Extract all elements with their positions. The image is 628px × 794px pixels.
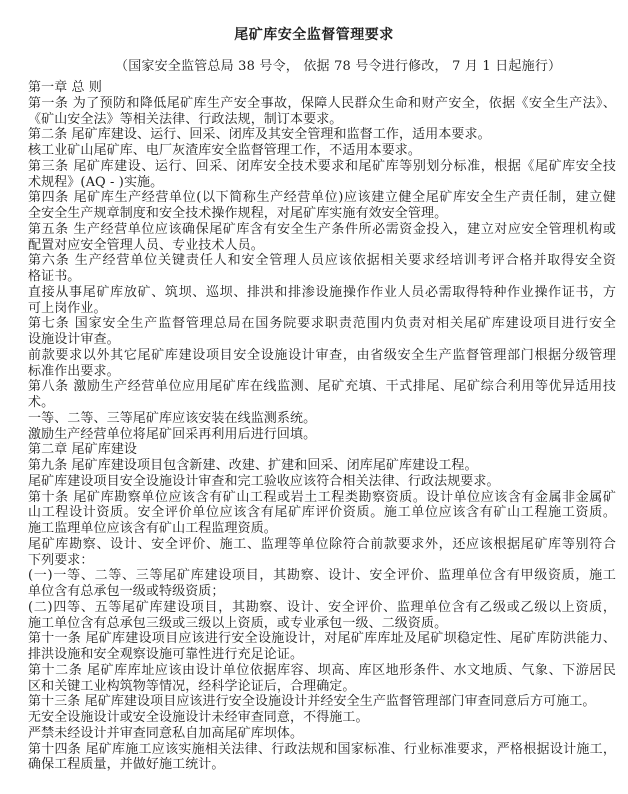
- text-line: 第十三条 尾矿库建设项目应该进行安全设施设计并经安全生产监督管理部门审查同意后方可施工。: [28, 694, 596, 710]
- text-line: 格证书。: [28, 269, 81, 284]
- text-line: 第五条 生产经营单位应该确保尾矿库含有安全生产条件所必需资金投入，建立对应安全管理机构或: [28, 221, 616, 237]
- text-line: 第四条 尾矿库生产经营单位(以下简称生产经营单位)应该建立健全尾矿库安全生产责任制，建立健: [28, 190, 616, 206]
- text-line: 配置对应安全管理人员、专业技术人员。: [28, 237, 264, 253]
- text-line: 直接从事尾矿库放矿、筑坝、巡坝、排洪和排渗设施操作作业人员必需取得特种作业操作证书，方: [28, 284, 616, 300]
- text-line: 第二章 尾矿库建设: [28, 442, 138, 458]
- text-line: 第六条 生产经营单位关键责任人和安全管理人员应该依据相关要求经培训考评合格并取得安全资: [28, 253, 616, 269]
- text-line: 尾矿库勘察、设计、安全评价、施工、监理等单位除符合前款要求外，还应该根据尾矿库等别符合: [28, 536, 616, 552]
- text-line: 第一条 为了预防和降低尾矿库生产安全事故，保障人民群众生命和财产安全，依据《安全生产法》、: [28, 95, 616, 111]
- text-line: 第十二条 尾矿库库址应该由设计单位依据库容、坝高、库区地形条件、水文地质、气象、下游居民: [28, 662, 616, 678]
- text-line: 第八条 激励生产经营单位应用尾矿库在线监测、尾矿充填、干式排尾、尾矿综合利用等优异适用技: [28, 379, 616, 395]
- text-line: 施工监理单位应该含有矿山工程监理资质。: [28, 521, 277, 536]
- text-line: 术。: [28, 395, 55, 410]
- text-line: 第十条 尾矿库勘察单位应该含有矿山工程或岩土工程类勘察资质。设计单位应该含有金属非金属矿: [28, 489, 616, 505]
- text-line: 确保工程质量，并做好施工统计。: [28, 757, 225, 773]
- text-line: 一等、二等、三等尾矿库应该安装在线监测系统。: [28, 410, 317, 426]
- document-body: [28, 80, 616, 773]
- text-line: 可上岗作业。: [28, 300, 107, 316]
- text-line: 尾矿库建设项目安全设施设计审查和完工验收应该符合相关法律、行政法规要求。: [28, 473, 500, 489]
- text-line: 全安全生产规章制度和安全技术操作规程，对尾矿库实施有效安全管理。: [28, 206, 448, 221]
- text-line: 标准作出要求。: [28, 363, 120, 379]
- document-title: 尾矿库安全监督管理要求: [234, 27, 394, 43]
- document-subtitle: （国家安全监管总局 38 号令， 依据 78 号令进行修改， 7 月 1 日起施行）: [115, 59, 562, 74]
- text-line: 无安全设施设计或安全设施设计未经审查同意，不得施工。: [28, 710, 369, 725]
- text-line: 前款要求以外其它尾矿库建设项目安全设施设计审查，由省级安全生产监督管理部门根据分级管理: [28, 347, 616, 363]
- text-line: 核工业矿山尾矿库、电厂灰渣库安全监督管理工作，不适用本要求。: [28, 143, 422, 158]
- text-line: 第三条 尾矿库建设、运行、回采、闭库安全技术要求和尾矿库等别划分标准，根据《尾矿库安全技: [28, 158, 616, 174]
- text-line: 激励生产经营单位将尾矿回采再利用后进行回填。: [28, 426, 317, 442]
- text-line: 山工程设计资质。安全评价单位应该含有尾矿库评价资质。施工单位应该含有矿山工程施工资质。: [28, 505, 616, 521]
- text-line: 下列要求：: [28, 552, 94, 568]
- text-line: 第九条 尾矿库建设项目包含新建、改建、扩建和回采、闭库尾矿库建设工程。: [28, 458, 478, 473]
- text-line: 第七条 国家安全生产监督管理总局在国务院要求职责范围内负责对相关尾矿库建设项目进行安全: [28, 316, 616, 332]
- text-line: 严禁未经设计并审查同意私自加高尾矿库坝体。: [28, 725, 304, 741]
- text-line: 《矿山安全法》等相关法律、行政法规，制订本要求。: [28, 111, 343, 127]
- text-line: (一)一等、二等、三等尾矿库建设项目，其勘察、设计、安全评价、监理单位含有甲级资质，施工: [28, 568, 616, 584]
- text-line: 设施设计审查。: [28, 332, 120, 347]
- text-line: 第十四条 尾矿库施工应该实施相关法律、行政法规和国家标准、行业标准要求，严格根据设计施工，: [28, 741, 616, 757]
- text-line: 单位含有总承包一级或特级资质；: [28, 584, 225, 599]
- text-line: 排洪设施和安全观察设施可靠性进行充足论证。: [28, 647, 304, 662]
- text-line: 施工单位含有总承包三级或三级以上资质，或专业承包一级、二级资质。: [28, 615, 448, 631]
- text-line: 第一章 总 则: [28, 80, 102, 95]
- text-line: 术规程》(AQ - )实施。: [28, 174, 164, 190]
- text-line: 区和关键工业构筑物等情况，经科学论证后，合理确定。: [28, 678, 356, 694]
- text-line: (二)四等、五等尾矿库建设项目，其勘察、设计、安全评价、监理单位含有乙级或乙级以上资质，: [28, 599, 616, 615]
- text-line: 第十一条 尾矿库建设项目应该进行安全设施设计，对尾矿库库址及尾矿坝稳定性、尾矿库防洪能力、: [28, 631, 616, 647]
- text-line: 第二条 尾矿库建设、运行、回采、闭库及其安全管理和监督工作，适用本要求。: [28, 127, 491, 143]
